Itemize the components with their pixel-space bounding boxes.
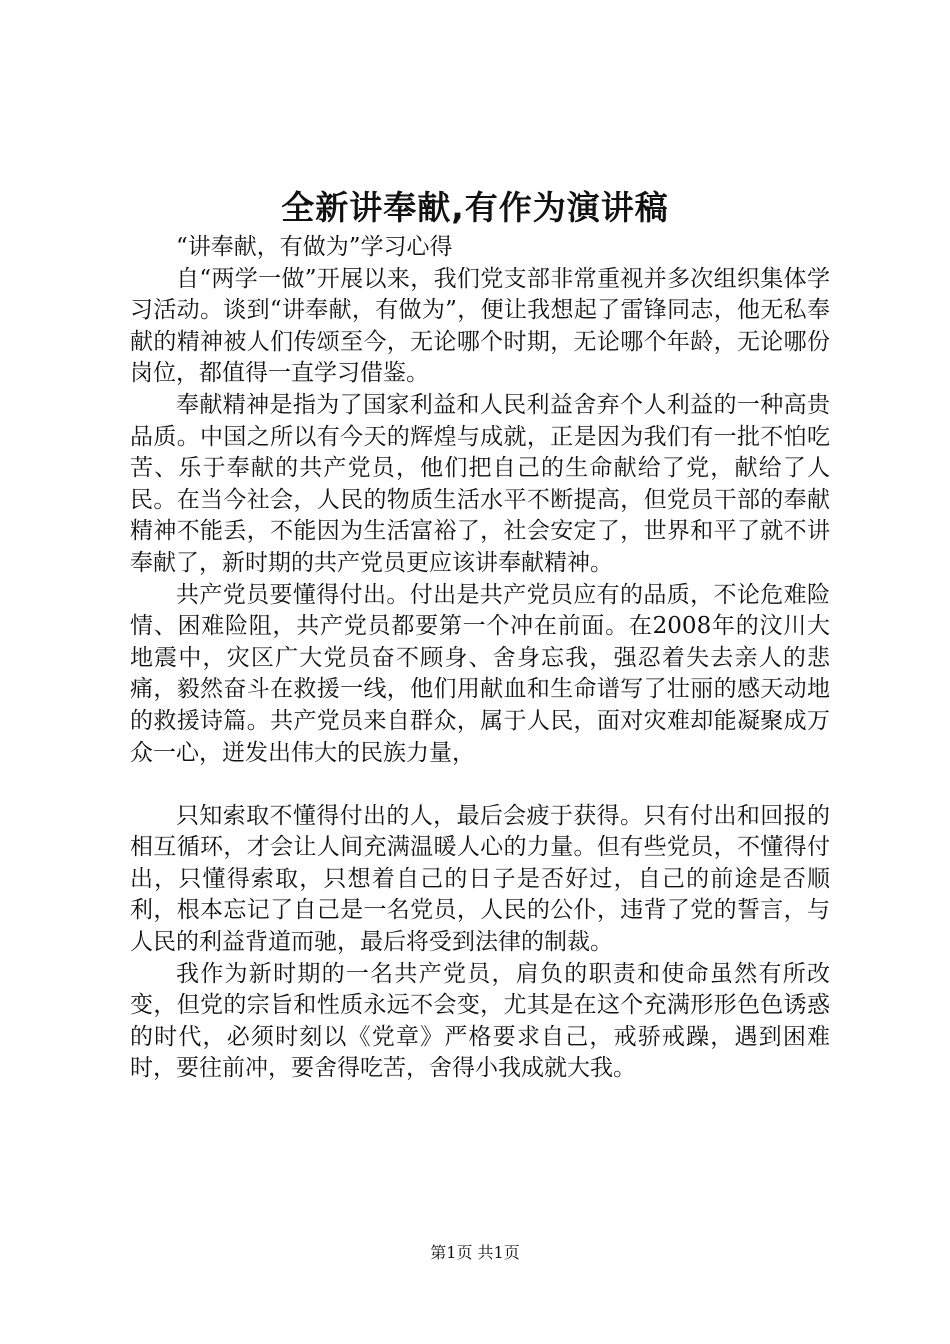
page-title: 全新讲奉献,有作为演讲稿 xyxy=(281,188,669,227)
paragraph: 共产党员要懂得付出。付出是共产党员应有的品质，不论危难险情、困难险阻，共产党员都要第一个冲在前面。在2008年的汶川大地震中，灾区广大党员奋不顾身、舍身忘我，强忍着失去亲人的悲痛，毅然奋斗在救援一线，他们用献血和生命谱写了壮丽的感天动地的救援诗篇。共产党员来自群众，属于人民，面对灾难却能凝聚成万众一心，迸发出伟大的民族力量， xyxy=(130,581,830,766)
paragraph: 奉献精神是指为了国家利益和人民利益舍弃个人利益的一种高贵品质。中国之所以有今天的辉煌与成就，正是因为我们有一批不怕吃苦、乐于奉献的共产党员，他们把自己的生命献给了党，献给了人民。在当今社会，人民的物质生活水平不断提高，但党员干部的奉献精神不能丢，不能因为生活富裕了，社会安定了，世界和平了就不讲奉献了，新时期的共产党员更应该讲奉献精神。 xyxy=(130,391,830,576)
page-footer: 第1页 共1页 xyxy=(430,1243,520,1262)
paragraph: 我作为新时期的一名共产党员，肩负的职责和使命虽然有所改变，但党的宗旨和性质永远不会变，尤其是在这个充满形形色色诱惑的时代，必须时刻以《党章》严格要求自己，戒骄戒躁，遇到困难时，要往前冲，要舍得吃苦，舍得小我成就大我。 xyxy=(130,960,830,1082)
paragraph: 自“两学一做”开展以来，我们党支部非常重视并多次组织集体学习活动。谈到“讲奉献，有做为”，便让我想起了雷锋同志，他无私奉献的精神被人们传颂至今，无论哪个时期，无论哪个年龄，无论哪份岗位，都值得一直学习借鉴。 xyxy=(130,265,830,387)
paragraph-subtitle: “讲奉献，有做为”学习心得 xyxy=(176,234,453,260)
paragraph: 只知索取不懂得付出的人，最后会疲于获得。只有付出和回报的相互循环，才会让人间充满温暖人心的力量。但有些党员，不懂得付出，只懂得索取，只想着自己的日子是否好过，自己的前途是否顺利，根本忘记了自己是一名党员，人民的公仆，违背了党的誓言，与人民的利益背道而驰，最后将受到法律的制裁。 xyxy=(130,802,830,956)
document-body xyxy=(130,232,830,1085)
